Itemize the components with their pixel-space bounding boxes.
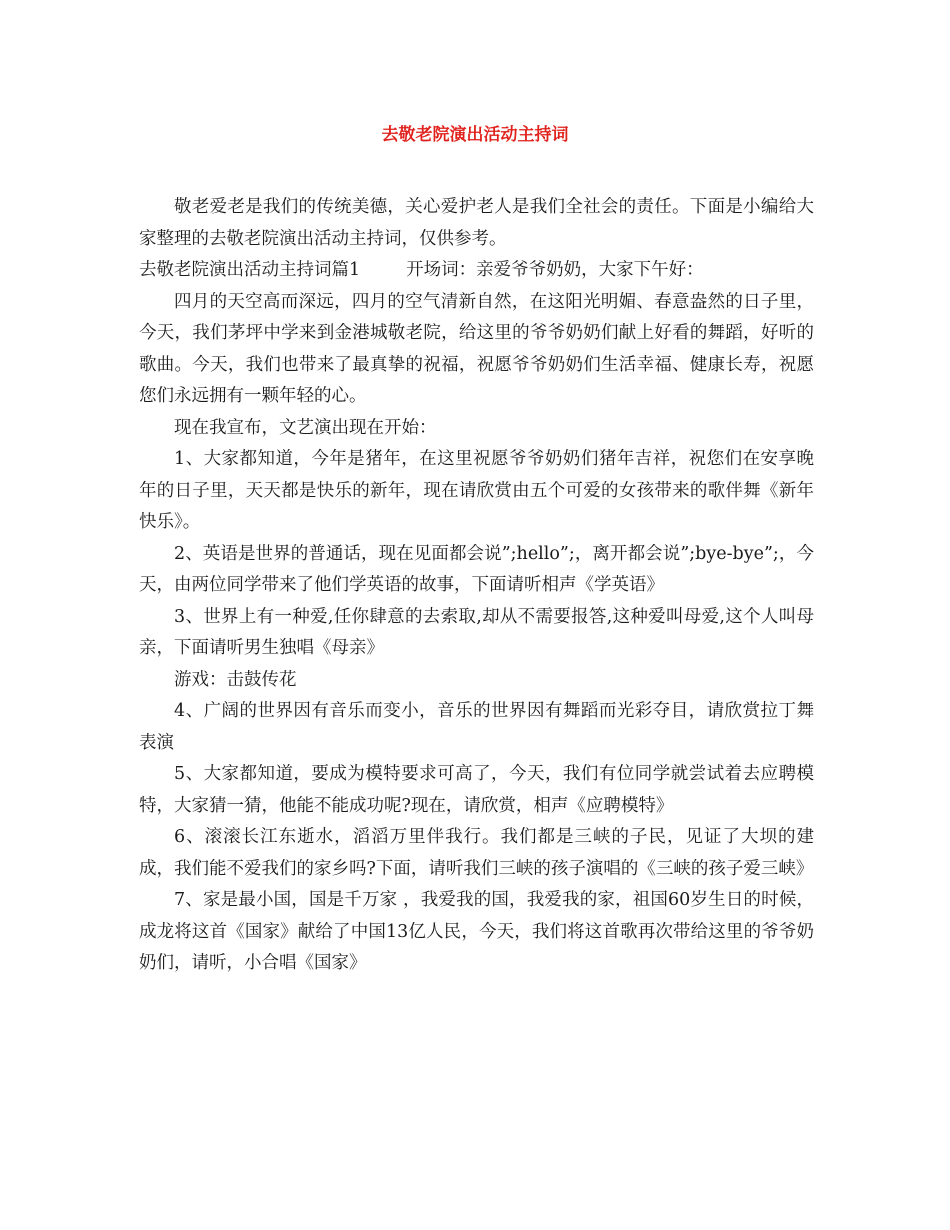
program-item: 3、世界上有一种爱,任你肆意的去索取,却从不需要报答,这种爱叫母爱,这个人叫母亲，下面请听男生独唱《母亲》 [139, 606, 814, 658]
body-paragraph: 四月的天空高而深远，四月的空气清新自然，在这阳光明媚、春意盎然的日子里，今天，我们茅坪中学来到金港城敬老院，给这里的爷爷奶奶们献上好看的舞蹈，好听的歌曲。今天，我们也带来了最真挚的祝福，祝愿爷爷奶奶们生活幸福、健康长寿，祝愿您们永远拥有一颗年轻的心。 [139, 291, 814, 406]
body-paragraph: 现在我宣布，文艺演出现在开始： [174, 417, 437, 438]
section-heading: 去敬老院演出活动主持词篇1 [139, 260, 361, 280]
program-item: 1、大家都知道，今年是猪年，在这里祝愿爷爷奶奶们猪年吉祥，祝您们在安享晚年的日子里，天天都是快乐的新年，现在请欣赏由五个可爱的女孩带来的歌伴舞《新年快乐》。 [139, 449, 814, 532]
program-item: 5、大家都知道，要成为模特要求可高了，今天，我们有位同学就尝试着去应聘模特，大家猜一猜，他能不能成功呢?现在，请欣赏，相声《应聘模特》 [139, 764, 814, 816]
opening-label: 开场词：亲爱爷爷奶奶，大家下午好： [406, 260, 704, 280]
program-item: 6、滚滚长江东逝水，滔滔万里伴我行。我们都是三峡的子民，见证了大坝的建成，我们能不爱我们的家乡吗?下面，请听我们三峡的孩子演唱的《三峡的孩子爱三峡》 [139, 827, 814, 879]
section-heading-line [139, 255, 814, 287]
program-item: 2、英语是世界的普通话，现在见面都会说”;hello”;，离开都会说”;bye-bye”;，今天，由两位同学带来了他们学英语的故事，下面请听相声《学英语》 [139, 543, 814, 595]
program-item: 7、家是最小国，国是千万家 ，我爱我的国，我爱我的家，祖国60岁生日的时候，成龙将这首《国家》献给了中国13亿人民，今天，我们将这首歌再次带给这里的爷爷奶奶们，请听，小合唱《国家》 [139, 890, 814, 973]
document-title: 去敬老院演出活动主持词 [381, 125, 569, 145]
program-item: 游戏：击鼓传花 [174, 669, 297, 690]
intro-paragraph: 敬老爱老是我们的传统美德，关心爱护老人是我们全社会的责任。下面是小编给大家整理的去敬老院演出活动主持词，仅供参考。 [139, 197, 814, 249]
document-body [139, 192, 814, 980]
program-item: 4、广阔的世界因有音乐而变小，音乐的世界因有舞蹈而光彩夺目，请欣赏拉丁舞表演 [139, 701, 814, 753]
